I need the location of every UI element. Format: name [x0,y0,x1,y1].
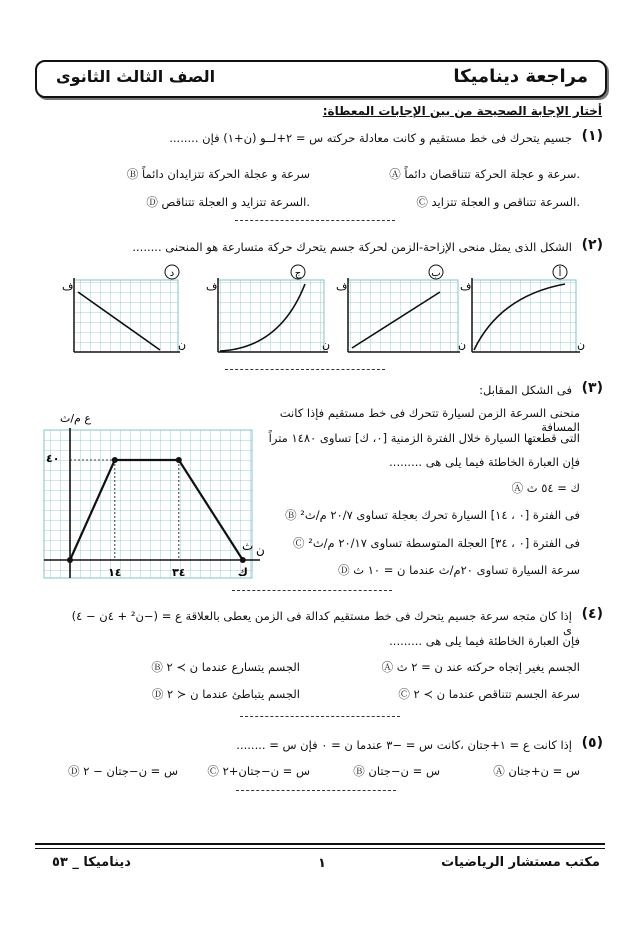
q3-option-d[interactable]: Ⓓ سرعة السيارة تساوى ٢٠م/ث عندما ن = ١٠ ث [338,563,580,577]
graph-x-axis-label: ن [458,338,467,351]
graph-c-label: ج [294,268,302,279]
q1-option-c[interactable]: Ⓒ السرعة تتناقص و العجلة تتزايد. [416,195,580,209]
q3-option-a[interactable]: Ⓐ ك = ٥٤ ث [511,481,580,495]
q1-text: جسيم يتحرك فى خط مستقيم و كانت معادلة حركته س = ٢+لــو (ن+١) فإن ........ [169,131,572,145]
separator-3 [232,590,392,591]
graph-x-axis-label: ن [322,338,331,351]
q2-graphs [60,262,590,370]
q4-option-a[interactable]: Ⓐ الجسم يغير إتجاه حركته عند ن = ٢ ث [381,660,580,674]
q2-text: الشكل الذى يمثل منحى الإزاحة-الزمن لحركة جسم يتحرك حركة متسارعة هو المنحنى ........ [132,240,572,254]
graph-d-label: د [169,268,175,279]
footer-right: مكتب مستشار الرياضيات [441,855,600,870]
q3-x-tick-label: ك [237,566,248,579]
q3-option-b[interactable]: Ⓑ فى الفترة [٠ ، ١٤] السيارة تحرك بعجلة تساوى ٢٠/٧ م/ث² [285,508,580,522]
q3-x-tick-label: ٣٤ [172,566,186,579]
q3-line-3: فإن العبارة الخاطئة فيما يلى هى ......... [389,455,580,469]
q3-y-tick: ٤٠ [46,452,60,465]
q3-intro: فى الشكل المقابل: [479,383,572,397]
q3-x-tick-label: ١٤ [108,566,122,579]
q3-number: (٣) [581,380,603,396]
q5-option-d[interactable]: Ⓓ س = ن−جتان − ٢ [68,764,178,778]
footer-left: ديناميكا _ ٥٣ [52,855,131,870]
q5-number: (٥) [581,735,603,751]
q3-y-label: ع م/ث [60,412,91,425]
footer-page-number: ١ [318,856,326,871]
q4-option-b[interactable]: Ⓑ الجسم يتسارع عندما ن ≻ ٢ [151,660,300,674]
header-right-title: مراجعة ديناميكا [453,66,588,87]
q5-text: إذا كانت ع = ١+جتان ،كانت س = −٣ عندما ن = ٠ فإن س = ........ [236,738,572,752]
header-left-title: الصف الثالث الثانوى [56,67,216,86]
q4-text: إذا كان متجه سرعة جسيم يتحرك فى خط مستقيم كدالة فى الزمن يعطى بالعلاقة ع = (−ن² + ٤ن − ٤) ى [71,609,572,637]
q1-number: (١) [581,128,603,144]
q5-option-b[interactable]: Ⓑ س = ن−جتان [353,764,440,778]
graph-y-axis-label: ف [206,280,218,293]
q3-data-point [240,557,246,563]
q3-data-point [112,457,118,463]
graph-b-label: ب [431,268,441,279]
graph-y-axis-label: ف [336,280,348,293]
q1-option-a[interactable]: Ⓐ سرعة و عجلة الحركة تتناقصان دائماً. [389,167,580,181]
graph-y-axis-label: ف [460,280,472,293]
instruction: أختار الإجابة الصحيحة من بين الإجابات المعطاة: [322,104,602,118]
graph-c[interactable] [206,265,330,352]
q5-option-a[interactable]: Ⓐ س = ن+جتان [493,764,580,778]
q3-x-label: ث [242,539,254,553]
graph-y-axis-label: ف [62,280,74,293]
q3-n-label: ن [256,543,265,557]
q1-option-b[interactable]: Ⓑ سرعة و عجلة الحركة تتزايدان دائماً [126,167,310,181]
q3-data-point [67,557,73,563]
separator-4 [240,716,400,717]
q3-option-c[interactable]: Ⓒ فى الفترة [٠ ، ٣٤] العجلة المتوسطة تساوى ٢٠/١٧ م/ث² [293,536,580,550]
q5-option-c[interactable]: Ⓒ س = ن−جتان+٢ [207,764,310,778]
graph-b[interactable] [336,265,466,352]
graph-a[interactable] [460,265,585,352]
separator-2 [225,369,385,370]
q3-line-1: منحنى السرعة الزمن لسيارة تتحرك فى خط مستقيم فإذا كانت المسافة [279,406,580,434]
q3-chart-grid [44,430,252,578]
q3-data-point [176,457,182,463]
graph-x-axis-label: ن [577,338,586,351]
q4-option-d[interactable]: Ⓓ الجسم يتباطئ عندما ن ≺ ٢ [151,687,300,701]
separator-1 [235,220,395,221]
q4-number: (٤) [581,606,603,622]
q3-line-2: التى قطعتها السيارة خلال الفترة الزمنية [٠، ك] تساوى ١٤٨٠ متراً [268,431,580,445]
q4-text2: فإن العبارة الخاطئة فيما يلى هى ......... [389,634,580,648]
q3-velocity-chart [30,410,270,590]
graph-a-label: أ [558,268,562,279]
graph-d[interactable] [62,265,186,352]
q4-option-c[interactable]: Ⓒ سرعة الجسم تتناقص عندما ن ≻ ٢ [398,687,580,701]
graph-x-axis-label: ن [178,338,187,351]
q2-number: (٢) [581,237,603,253]
q1-option-d[interactable]: Ⓓ السرعة تتزايد و العجلة تتناقص. [146,195,310,209]
separator-5 [236,790,396,791]
footer-rule-thin [35,848,605,849]
footer-rule-thick [35,843,605,845]
